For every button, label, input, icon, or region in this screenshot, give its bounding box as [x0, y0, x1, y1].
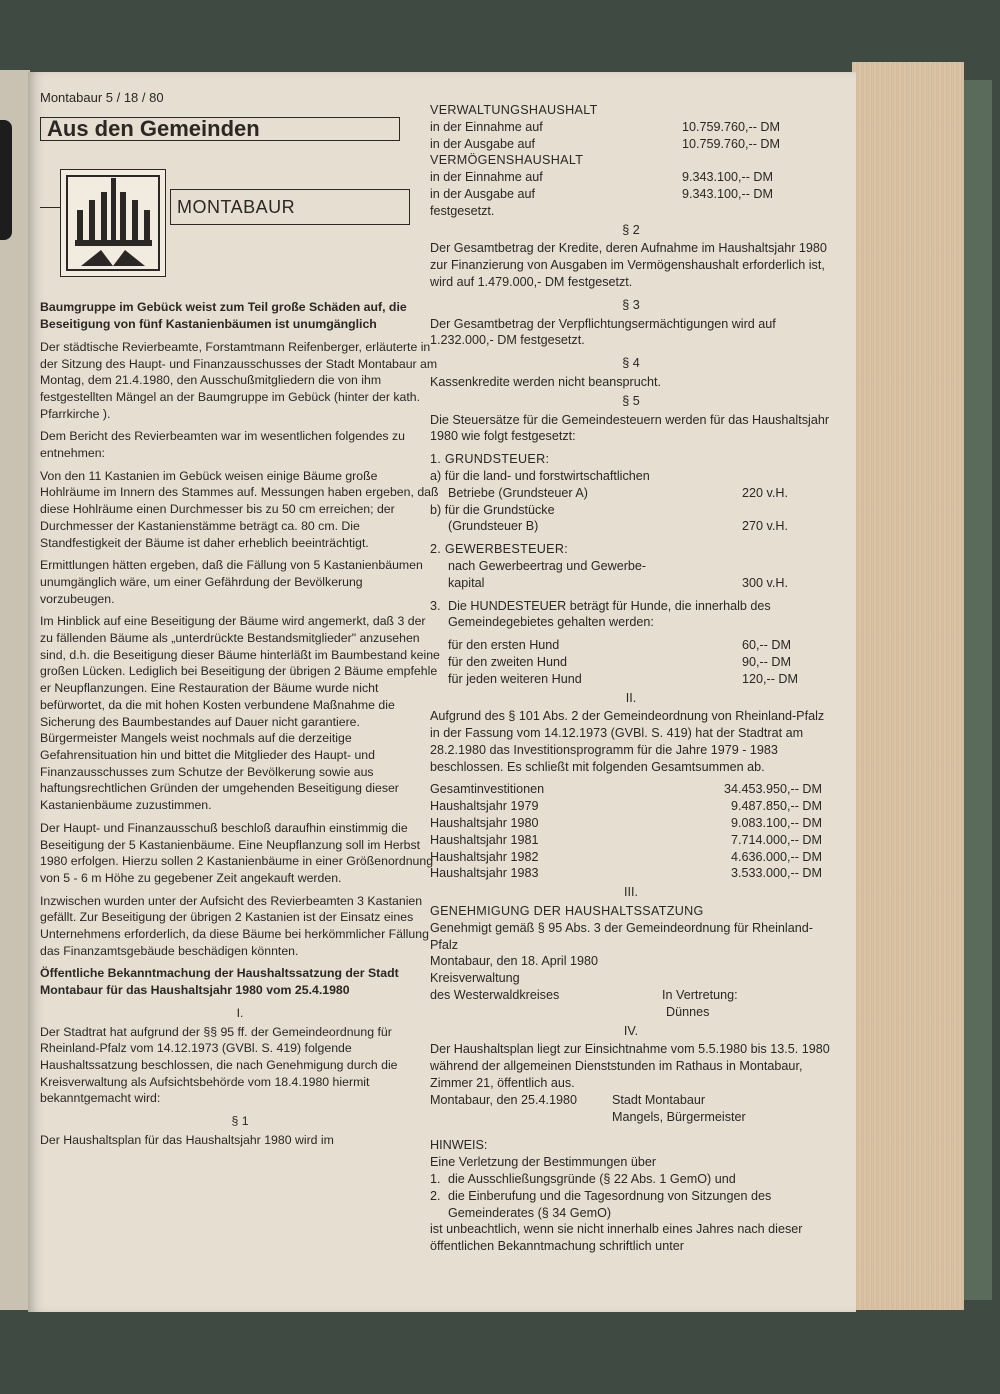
paragraph: Von den 11 Kastanien im Gebück weisen einige Bäume große Hohlräume im Innern des Stammes auf. Messungen haben ergeben, daß diese Hohlräume einen Durchmesser bis zu 50 cm erreichen; der Durchmesser der Kastanienstämme beträgt ca. 80 cm. Die Standfestigkeit der Bäume ist daher erheblich beeinträchtigt.: [40, 468, 439, 550]
tax-rate: 220 v.H.: [742, 485, 788, 500]
section-number: III.: [624, 885, 638, 900]
tax-item: nach Gewerbeertrag und Gewerbe-: [448, 558, 647, 573]
note-text: ist unbeachtlich, wenn sie nicht innerhalb eines Jahres nach dieser öffentlichen Bekanntmachung schriftlich unter: [430, 1222, 803, 1254]
static-text: festgesetzt.: [430, 203, 495, 218]
tax-row: [430, 575, 832, 592]
paragraph: Kassenkredite werden nicht beansprucht.: [430, 374, 662, 389]
row-value: 9.343.100,-- DM: [682, 170, 773, 185]
item-number: 1.: [430, 1172, 441, 1187]
paragraph: Der Gesamtbetrag der Verpflichtungsermächtigungen wird auf 1.232.000,- DM festgesetzt.: [430, 316, 776, 348]
paragraph: Der Gesamtbetrag der Kredite, deren Aufnahme im Haushaltsjahr 1980 zur Finanzierung von Ausgaben im Vermögenshaushalt erforderlich ist, wird auf 1.479.000,- DM festgesetzt.: [430, 241, 827, 289]
row-label: in der Ausgabe auf: [430, 186, 536, 201]
invest-row: [430, 815, 832, 832]
budget-row: [430, 186, 832, 203]
invest-label: Gesamtinvestitionen: [430, 782, 545, 797]
tax-rate: 270 v.H.: [742, 519, 788, 534]
dog-value: 90,-- DM: [742, 654, 791, 669]
paragraph: Dem Bericht des Revierbeamten war im wesentlichen folgendes zu entnehmen:: [40, 429, 405, 461]
invest-value: 34.453.950,-- DM: [723, 782, 822, 797]
dog-tax: [430, 598, 832, 632]
approval-heading: GENEHMIGUNG DER HAUSHALTSSATZUNG: [430, 904, 704, 919]
signature-row: [430, 1092, 832, 1109]
town-name: MONTABAUR: [170, 189, 410, 225]
note-item: [430, 1188, 832, 1222]
tax-item: b) für die Grundstücke: [430, 502, 555, 517]
page-edges: [852, 62, 964, 1310]
section-title: Aus den Gemeinden: [40, 117, 400, 142]
invest-value: 9.083.100,-- DM: [731, 816, 822, 831]
right-column: [430, 102, 832, 1255]
paragraph: Inzwischen wurden unter der Aufsicht des Revierbeamten 3 Kastanien gefällt. Zur Beseitigung der übrigen 2 Kastanien ist der Einsatz eines Unternehmens erforderlich, da diese Bäume bei herkömmlicher Fällung das Finanzamtsgebäude beschädigen könnten.: [40, 893, 429, 958]
town-crest-icon: [60, 169, 166, 277]
dog-label: für den ersten Hund: [448, 638, 560, 653]
note-heading: HINWEIS:: [430, 1138, 488, 1153]
tax-label: Betriebe (Grundsteuer A): [448, 485, 589, 500]
invest-value: 9.487.850,-- DM: [731, 799, 822, 814]
tax-heading: 2. GEWERBESTEUER:: [430, 542, 569, 557]
book-cover: [964, 80, 992, 1300]
section-number: II.: [625, 690, 637, 705]
invest-row: [430, 781, 832, 798]
paragraph-number: § 1: [231, 1114, 249, 1129]
left-book-edge: [0, 70, 30, 1310]
note-item-text: die Ausschließungsgründe (§ 22 Abs. 1 GemO) und: [448, 1172, 736, 1187]
dog-value: 60,-- DM: [742, 638, 791, 653]
note-item: [430, 1171, 832, 1188]
paragraph-number: § 5: [622, 393, 640, 408]
invest-value: 4.636.000,-- DM: [731, 849, 822, 864]
paragraph-number: § 4: [622, 356, 640, 371]
dog-value: 120,-- DM: [742, 671, 798, 686]
section-number: IV.: [623, 1023, 639, 1038]
dog-row: [430, 637, 832, 654]
budget-row: [430, 119, 832, 136]
signature-name: Mangels, Bürgermeister: [612, 1109, 746, 1124]
paragraph: Der Haushaltsplan liegt zur Einsichtnahme vom 5.5.1980 bis 13.5. 1980 während der allgemeinen Dienststunden im Rathaus in Montabaur, Zimmer 21, öffentlich aus.: [430, 1042, 830, 1091]
invest-label: Haushaltsjahr 1983: [430, 866, 539, 881]
budget-row: [430, 136, 832, 153]
town-heading: [40, 169, 440, 287]
signature-authority: Stadt Montabaur: [612, 1092, 706, 1107]
paragraph: Der städtische Revierbeamte, Forstamtmann Reifenberger, erläuterte in der Sitzung des Haupt- und Finanzausschusses der Stadt Montabaur am Montag, dem 21.4.1980, den Ausschußmitgliedern die von ihm festgestellten Mängel an der Baumgruppe im Gebück (hinter der kath. Pfarrkirche ).: [40, 339, 438, 421]
tax-label: kapital: [448, 575, 485, 590]
invest-row: [430, 832, 832, 849]
row-value: 9.343.100,-- DM: [682, 186, 773, 201]
left-column: [40, 90, 440, 1154]
dog-tax-text: Die HUNDESTEUER beträgt für Hunde, die innerhalb des Gemeindegebietes gehalten werden:: [448, 598, 771, 630]
note-item-text: die Einberufung und die Tagesordnung von Sitzungen des Gemeinderates (§ 34 GemO): [448, 1188, 772, 1220]
row-value: 10.759.760,-- DM: [682, 119, 781, 134]
paragraph: Der Haupt- und Finanzausschuß beschloß daraufhin einstimmig die Beseitigung der 5 Kastanienbäume. Eine Neupflanzung soll im Herbst 1980 erfolgen. Hierzu sollen 2 Kastanienbäume in einer Größenordnung von 5 - 6 m Höhe zu gegebener Zeit angekauft werden.: [40, 820, 434, 885]
dog-label: für jeden weiteren Hund: [448, 671, 582, 686]
page-reference: Montabaur 5 / 18 / 80: [40, 90, 164, 105]
row-label: in der Einnahme auf: [430, 119, 543, 134]
approval-authority-2: des Westerwaldkreises: [430, 988, 560, 1003]
item-number: 2.: [430, 1188, 441, 1203]
paragraph: Der Stadtrat hat aufgrund der §§ 95 ff. der Gemeindeordnung für Rheinland-Pfalz vom 14.12.1973 (GVBl. S. 419) folgende Haushaltssatzung beschlossen, die nach Genehmigung durch die Kreisverwaltung als Aufsichtsbehörde vom 18.4.1980 hiermit bekanntgemacht wird:: [40, 1024, 398, 1106]
row-label: in der Einnahme auf: [430, 170, 543, 185]
tax-label: (Grundsteuer B): [448, 519, 539, 534]
document-page: [28, 72, 856, 1312]
invest-value: 3.533.000,-- DM: [731, 866, 822, 881]
invest-row: [430, 798, 832, 815]
rule-line: [40, 207, 60, 208]
notice-heading: Öffentliche Bekanntmachung der Haushaltssatzung der Stadt Montabaur für das Haushaltsjahr 1980 vom 25.4.1980: [40, 966, 399, 998]
paragraph: Der Haushaltsplan für das Haushaltsjahr 1980 wird im: [40, 1132, 334, 1147]
approval-deputy-label: In Vertretung:: [662, 988, 738, 1003]
paragraph-number: § 3: [622, 297, 640, 312]
article-lead: Baumgruppe im Gebück weist zum Teil große Schäden auf, die Beseitigung von fünf Kastanienbäumen ist unumgänglich: [40, 300, 407, 332]
invest-label: Haushaltsjahr 1981: [430, 832, 539, 847]
invest-label: Haushaltsjahr 1982: [430, 849, 539, 864]
approval-authority: Kreisverwaltung: [430, 971, 520, 986]
dog-row: [430, 654, 832, 671]
invest-row: [430, 849, 832, 866]
dog-row: [430, 671, 832, 688]
budget-heading: VERMÖGENSHAUSHALT: [430, 153, 584, 168]
paragraph: Die Steuersätze für die Gemeindesteuern werden für das Haushaltsjahr 1980 wie folgt festgesetzt:: [430, 412, 830, 444]
invest-value: 7.714.000,-- DM: [731, 832, 822, 847]
invest-row: [430, 865, 832, 882]
tax-item: a) für die land- und forstwirtschaftlichen: [430, 468, 650, 483]
section-number: I.: [236, 1005, 244, 1020]
approval-date: Montabaur, den 18. April 1980: [430, 954, 599, 969]
item-number: 3.: [430, 598, 441, 613]
tax-rate: 300 v.H.: [742, 575, 788, 590]
tax-heading: 1. GRUNDSTEUER:: [430, 452, 550, 467]
approval-row: [430, 987, 832, 1004]
tax-row: [430, 485, 832, 502]
tax-row: [430, 518, 832, 535]
paragraph: Aufgrund des § 101 Abs. 2 der Gemeindeordnung von Rheinland-Pfalz in der Fassung vom 14.12.1973 (GVBl. S. 419) hat der Stadtrat am 28.2.1980 das Investitionsprogramm für die Jahre 1979 - 1983 beschlossen. Es schließt mit folgenden Gesamtsummen ab.: [430, 709, 825, 774]
row-value: 10.759.760,-- DM: [682, 136, 781, 151]
signature-date: Montabaur, den 25.4.1980: [430, 1092, 578, 1107]
paragraph: Im Hinblick auf eine Beseitigung der Bäume wird angemerkt, daß 3 der zu fällenden Bäume als „unterdrückte Bestandsmitglieder" anzusehen sind, d.h. die Beseitigung dieser Bäume hinterläßt im Baumbestand keine großen Lücken. Lediglich bei Beseitigung der übrigen 2 Bäume empfehle er Neupflanzungen. Eine Restauration der Bäume wurde nicht befürwortet, da die mit hohen Kosten verbundene Maßnahme die Sicherung des Baumbestandes auf Dauer nicht garantiere. Bürgermeister Mangels weist nochmals auf die derzeitige Gefahrensituation hin und bittet die Mitglieder des Haupt- und Finanzausschusses zum Schutze der Bevölkerung sowie aus haftungsrechtlichen Gründen der umgehenden Beseitigung dieser Kastanienbäume zuzustimmen.: [40, 614, 440, 813]
approval-text: Genehmigt gemäß § 95 Abs. 3 der Gemeindeordnung für Rheinland-Pfalz: [430, 920, 813, 952]
row-label: in der Ausgabe auf: [430, 136, 536, 151]
invest-label: Haushaltsjahr 1979: [430, 799, 539, 814]
paragraph: Ermittlungen hätten ergeben, daß die Fällung von 5 Kastanienbäumen unumgänglich wäre, um einer Gefährdung der Bevölkerung vorzubeugen.: [40, 558, 423, 606]
dog-label: für den zweiten Hund: [448, 654, 568, 669]
budget-heading: VERWALTUNGSHAUSHALT: [430, 103, 598, 117]
paragraph-number: § 2: [622, 222, 640, 237]
spine-mark: [0, 120, 12, 240]
invest-label: Haushaltsjahr 1980: [430, 816, 539, 831]
budget-row: [430, 169, 832, 186]
approval-signature: Dünnes: [666, 1004, 710, 1019]
note-text: Eine Verletzung der Bestimmungen über: [430, 1155, 657, 1170]
